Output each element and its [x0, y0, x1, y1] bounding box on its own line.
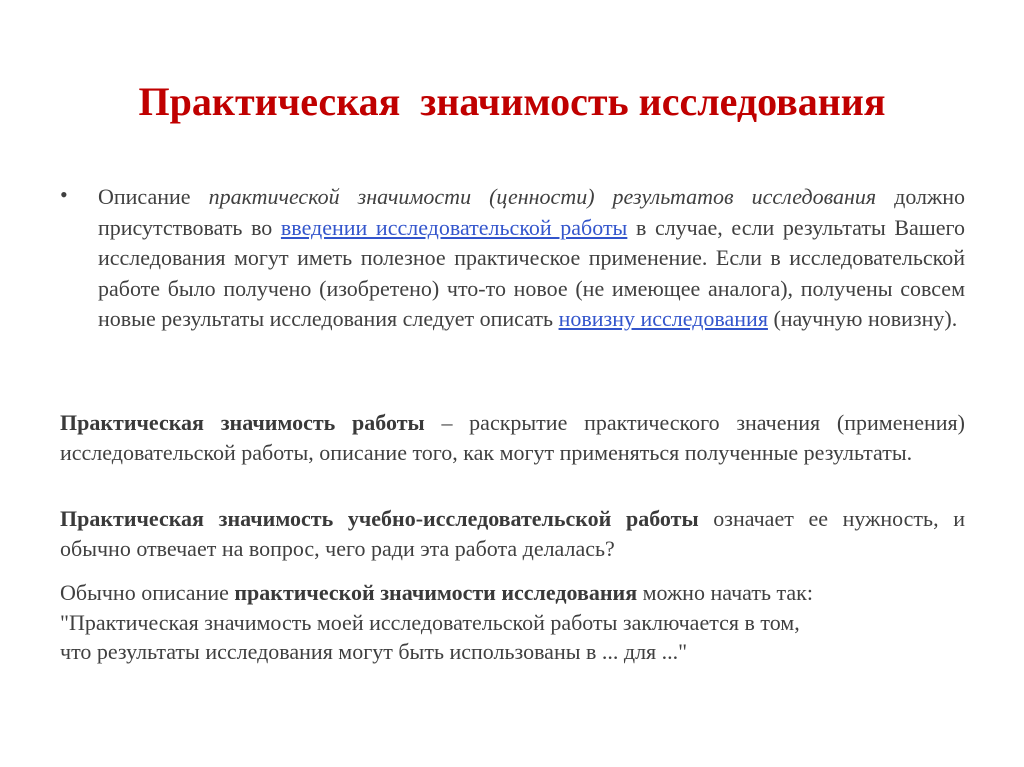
bullet-text: [98, 182, 965, 335]
bullet-marker: •: [60, 182, 68, 207]
definition-text: – раскрытие практического значения (применения) исследовательской работы, описание того, как могут применяться полученные результаты.: [60, 410, 965, 465]
bullet-italic-phrase: практической значимости (ценности) результатов исследования: [208, 184, 877, 209]
slide-title: Практическая значимость исследования: [138, 79, 886, 124]
bullet-text-part: в случае, если результаты Вашего исследования могут иметь полезное практическое применение. Если в исследовательской работе было получено (изобретено) что-то новое (не имеющее аналога), получены совсем новые результаты исследования следует описать: [98, 214, 965, 331]
term-bold: Практическая значимость учебно-исследовательской работы: [60, 506, 699, 531]
term-bold: практической значимости исследования: [234, 580, 638, 605]
paragraph-work-significance: [60, 408, 965, 468]
novelty-link[interactable]: новизну исследования: [558, 306, 768, 331]
bullet-text-part: должно присутствовать во: [98, 184, 966, 240]
definition-text: означает ее нужность, и обычно отвечает на вопрос, чего ради эта работа делалась?: [60, 506, 965, 561]
bullet-item: [60, 182, 965, 335]
term-bold: Практическая значимость работы: [60, 410, 425, 435]
example-quote-line-1: "Практическая значимость моей исследовательской работы заключается в том,: [60, 609, 800, 635]
example-intro-end: можно начать так:: [637, 580, 813, 605]
bullet-text-part: Описание: [98, 184, 209, 209]
example-intro: Обычно описание: [60, 580, 235, 605]
paragraph-example-phrase: [60, 578, 940, 667]
example-quote-line-2: что результаты исследования могут быть использованы в ... для ...": [60, 639, 688, 664]
bullet-text-part: (научную новизну).: [767, 306, 958, 331]
introduction-link[interactable]: введении исследовательской работы: [280, 214, 628, 240]
paragraph-educational-significance: [60, 504, 965, 564]
